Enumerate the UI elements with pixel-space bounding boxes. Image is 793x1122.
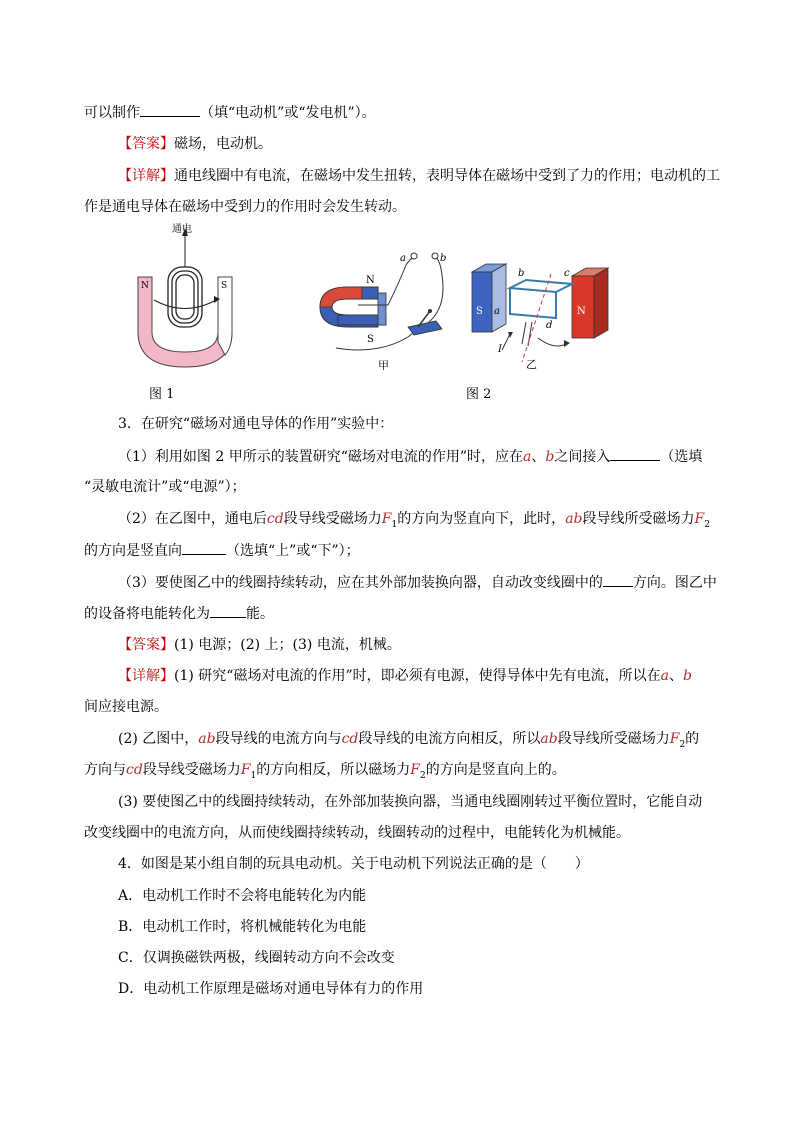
jia-label: 甲 <box>378 359 389 370</box>
q3-p2-mid1: 段导线受磁场力 <box>283 511 382 527</box>
q3-answer <box>118 635 401 655</box>
yi-s-label: S <box>476 306 483 317</box>
q3-part2-line1 <box>118 509 710 535</box>
q3-p1-mid: 之间接入 <box>554 449 611 465</box>
q3-d2-F1: F <box>240 762 251 778</box>
q3-d2-l2-pre: 方向与 <box>84 762 126 778</box>
answer-text: 磁场，电动机。 <box>174 136 272 152</box>
q3-d2-l2-mid1: 段导线受磁场力 <box>142 762 241 778</box>
q3-d2-ab2: ab <box>540 731 558 747</box>
q2-tail-line <box>84 102 376 123</box>
figure-2-jia <box>318 245 450 370</box>
q3-d2-cd2: cd <box>126 762 143 778</box>
jia-n-label: N <box>366 275 375 286</box>
q3-p1-a: a <box>523 449 532 465</box>
figure-1-caption: 图 1 <box>149 387 175 402</box>
q3-p3-l2-pre: 的设备将电能转化为 <box>84 606 210 622</box>
q3-p2-F1-sub: 1 <box>391 519 398 530</box>
figure-2-caption: 图 2 <box>466 387 492 402</box>
detail-text: 通电线圈中有电流，在磁场中发生扭转，表明导体在磁场中受到了力的作用；电动机的工 <box>174 168 720 184</box>
q4-option-d[interactable]: D．电动机工作原理是磁场对通电导体有力的作用 <box>118 981 424 997</box>
q3-part1-line2: “灵敏电流计”或“电源”）； <box>84 479 246 495</box>
q3-d2-l2-end: 的方向是竖直向上的。 <box>425 762 566 778</box>
answer-tag: 【答案】 <box>118 637 174 653</box>
yi-n-label: N <box>577 306 586 317</box>
q3-p1-post: （选填 <box>660 449 703 465</box>
q3-p2-F2: F <box>694 511 705 527</box>
jia-a-label: a <box>400 253 406 264</box>
q3-d2-mid3: 段导线所受磁场力 <box>557 731 670 747</box>
q3-p3-blank2[interactable] <box>210 603 246 618</box>
q3-p1-pre: （1）利用如图 2 甲所示的装置研究“磁场对电流的作用”时，应在 <box>118 449 524 465</box>
q4-stem: 4．如图是某小组自制的玩具电动机。关于电动机下列说法正确的是（ ） <box>118 856 589 872</box>
jia-s-label: S <box>367 334 374 345</box>
yi-d-label: d <box>546 320 553 331</box>
yi-a-label: a <box>494 306 500 317</box>
q3-detail-3-line1: (3) 要使图乙中的线圈持续转动，在外部加装换向器，当通电线圈刚转过平衡位置时，它能自动 <box>118 794 703 810</box>
q3-detail-2-line2 <box>84 760 566 786</box>
q3-d2-F2-sub: 2 <box>679 739 686 750</box>
q3-p2-ab: ab <box>565 511 583 527</box>
q3-p1-blank[interactable] <box>610 446 660 461</box>
q3-p3-post: 方向。图乙中 <box>632 575 717 591</box>
q3-p2-cd: cd <box>266 511 284 527</box>
q3-p3-pre: （3）要使图乙中的线圈持续转动，应在其外部加装换向器，自动改变线圈中的 <box>118 575 603 591</box>
q3-p1-sep: 、 <box>531 449 546 465</box>
q3-d2-l2-mid2: 的方向相反，所以磁场力 <box>256 762 411 778</box>
detail-tag: 【详解】 <box>118 168 174 184</box>
answer-tag: 【答案】 <box>118 136 174 152</box>
q3-d2-F2b-sub: 2 <box>419 770 426 781</box>
yi-label: 乙 <box>526 358 537 371</box>
q3-p2-mid2: 的方向为竖直向下，此时， <box>397 511 566 527</box>
fig1-power-label: 通电 <box>172 224 192 235</box>
q3-d2-F1-sub: 1 <box>250 770 257 781</box>
q2-blank[interactable] <box>140 102 200 117</box>
q3-d2-mid2: 段导线的电流方向相反，所以 <box>358 731 541 747</box>
q3-p3-l2-post: 能。 <box>246 606 274 622</box>
q3-detail-1-line1 <box>118 666 692 686</box>
q3-p2-l2-post: （选填“上”或“下”）； <box>226 543 360 559</box>
q2-tail-pre: 可以制作 <box>84 105 140 121</box>
q2-detail-line1 <box>118 166 720 186</box>
figure-1 <box>130 222 240 372</box>
q3-part2-line2 <box>84 540 360 561</box>
q3-detail-3-line2: 改变线圈中的电流方向，从而使线圈持续转动，线圈转动的过程中，电能转化为机械能。 <box>84 825 630 841</box>
fig1-n-label: N <box>141 281 149 291</box>
q3-d2-cd: cd <box>341 731 359 747</box>
q4-option-a[interactable]: A．电动机工作时不会将电能转化为内能 <box>118 888 367 904</box>
q4-option-c[interactable]: C．仅调换磁铁两极，线圈转动方向不会改变 <box>118 950 395 966</box>
q3-p2-blank[interactable] <box>182 540 226 555</box>
q3-stem: 3．在研究“磁场对通电导体的作用”实验中： <box>118 416 394 432</box>
q3-p2-l2-pre: 的方向是竖直向 <box>84 543 182 559</box>
q3-part1-line1 <box>118 446 702 467</box>
q3-d2-end1: 的 <box>685 731 700 747</box>
q3-detail-1-line2: 间应接电源。 <box>84 699 168 715</box>
fig1-s-label: S <box>221 281 228 291</box>
jia-b-label: b <box>440 253 447 264</box>
q3-p2-F1: F <box>381 511 392 527</box>
yi-i-label: I <box>498 344 502 355</box>
q2-tail-post: （填“电动机”或“发电机”）。 <box>200 105 376 121</box>
q3-d1-sep: 、 <box>668 668 683 684</box>
q3-d1-b: b <box>682 668 692 684</box>
figure-2-yi <box>466 262 616 372</box>
q3-d2-pre: (2) 乙图中， <box>118 731 199 747</box>
q3-d1-pre: (1) 研究“磁场对电流的作用”时，即必须有电源，使得导体中先有电流，所以在 <box>174 668 661 684</box>
q3-p3-blank1[interactable] <box>603 572 633 587</box>
answer-text: (1) 电源；(2) 上；(3) 电流，机械。 <box>174 637 401 653</box>
q4-option-b[interactable]: B．电动机工作时，将机械能转化为电能 <box>118 919 367 935</box>
q2-detail-line2: 作是通电导体在磁场中受到力的作用时会发生转动。 <box>84 199 406 215</box>
q3-detail-2-line1 <box>118 729 699 755</box>
yi-c-label: c <box>564 268 570 279</box>
q3-d2-ab: ab <box>198 731 216 747</box>
q3-d2-F2b: F <box>410 762 420 778</box>
yi-b-label: b <box>518 268 525 279</box>
q2-answer <box>118 134 272 154</box>
q3-part3-line1 <box>118 572 717 593</box>
q3-p2-mid3: 段导线所受磁场力 <box>582 511 695 527</box>
q3-d2-F2: F <box>669 731 680 747</box>
detail-tag: 【详解】 <box>118 668 174 684</box>
q3-p2-F2-sub: 2 <box>704 519 710 530</box>
q3-part3-line2 <box>84 603 274 624</box>
q3-p1-b: b <box>545 449 555 465</box>
q3-d1-a: a <box>660 668 669 684</box>
q3-d2-mid1: 段导线的电流方向与 <box>215 731 342 747</box>
q3-p2-pre: （2）在乙图中，通电后 <box>118 511 267 527</box>
